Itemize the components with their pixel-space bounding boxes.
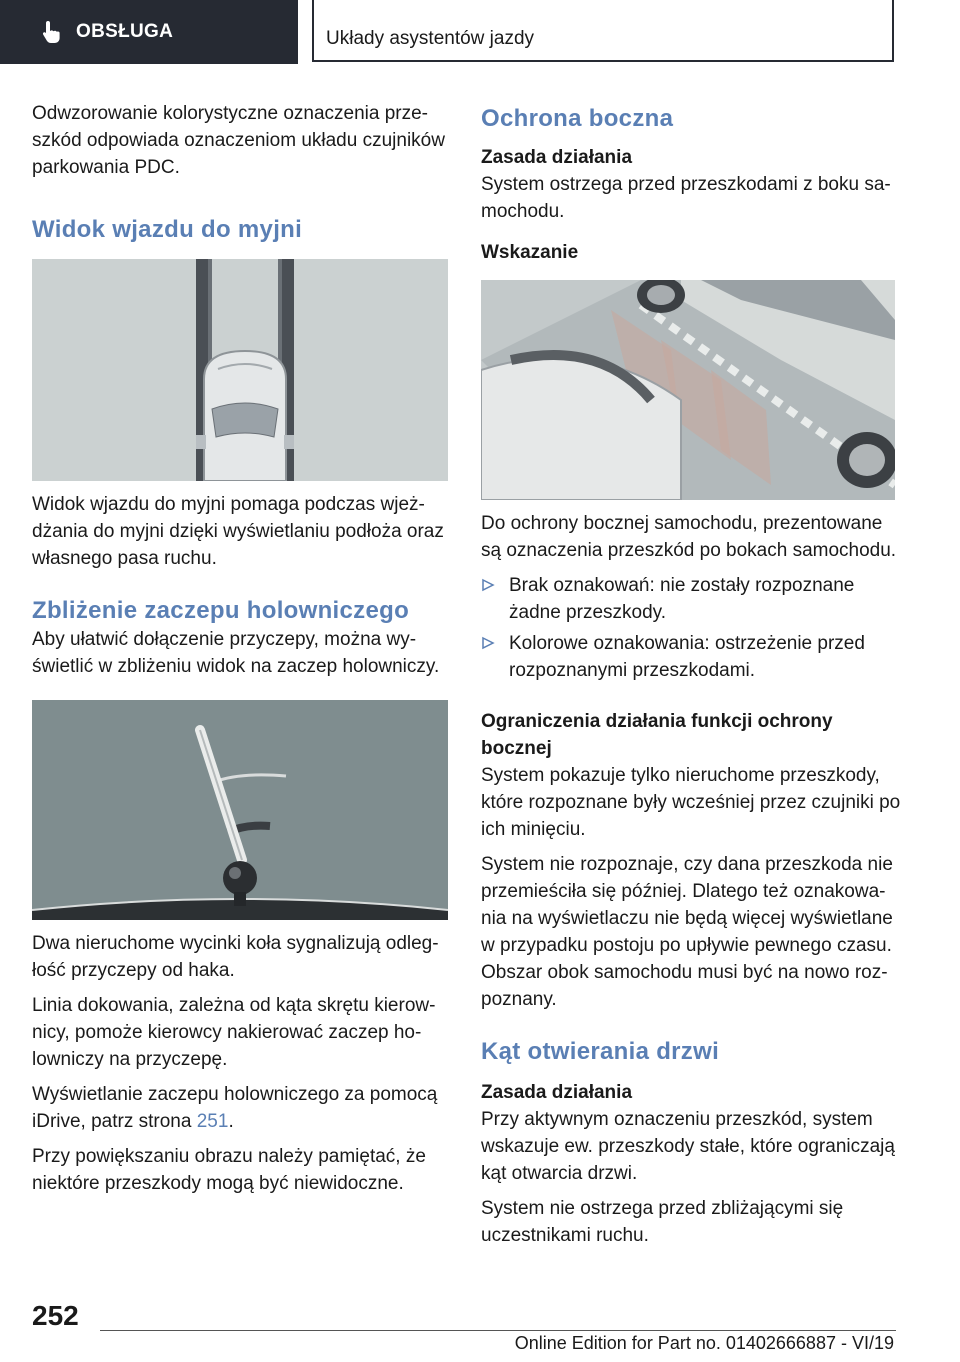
carwash-heading: Widok wjazdu do myjni	[32, 216, 303, 243]
principle-label: Zasada działania	[481, 147, 633, 168]
right-column	[481, 100, 901, 1249]
limits-paragraph-1: System pokazuje tylko nieruchome przeszkody, które rozpoznane były wcześniej przez czujniki po ich minięciu.	[481, 765, 901, 840]
side-protection-heading: Ochrona boczna	[481, 105, 674, 132]
section-label: OBSŁUGA	[76, 21, 174, 42]
hitch-paragraph-3-end: .	[228, 1111, 234, 1132]
door-paragraph-1: Przy aktywnym oznaczeniu przeszkód, system wskazuje ew. przeszkody stałe, które ograniczają kąt otwarcia drzwi.	[481, 1109, 895, 1184]
carwash-view-image	[32, 259, 448, 481]
door-principle-label: Zasada działania	[481, 1082, 633, 1103]
edition-footer: Online Edition for Part no. 01402666887 - VI/19	[514, 1333, 894, 1353]
hitch-paragraph-3-text: Wyświetlanie zaczepu holowniczego za pomocą iDrive, patrz strona	[32, 1084, 438, 1132]
hitch-paragraph-2: Linia dokowania, zależna od kąta skrętu kierow-nicy, pomoże kierowcy nakierować zaczep ho-lowniczy na przyczepę.	[32, 995, 436, 1070]
indication-list	[481, 572, 901, 684]
door-angle-heading: Kąt otwierania drzwi	[481, 1038, 720, 1065]
hand-pointer-icon	[38, 18, 66, 46]
hitch-paragraph-1: Dwa nieruchome wycinki koła sygnalizują odleg-łość przyczepy od haka.	[32, 933, 439, 981]
triangle-bullet-icon	[481, 636, 495, 650]
list-item	[481, 572, 901, 626]
limits-paragraph-2: System nie rozpoznaje, czy dana przeszkoda nie przemieściła się później. Dlatego też oznakowa-nia na wyświetlaczu nie będą więcej wyświetlane w przypadku postoju po upływie pewnego czasu. Obszar obok samochodu musi być na nowo roz-poznany.	[481, 854, 893, 1010]
footer-divider	[100, 1330, 896, 1331]
left-column	[32, 100, 452, 1197]
chapter-title-box	[312, 0, 894, 62]
list-item-text: Brak oznakowań: nie zostały rozpoznane żadne przeszkody.	[509, 575, 855, 623]
list-item	[481, 630, 901, 684]
side-protection-image	[481, 280, 895, 500]
principle-paragraph: System ostrzega przed przeszkodami z boku sa-mochodu.	[481, 174, 891, 222]
indication-paragraph: Do ochrony bocznej samochodu, prezentowane są oznaczenia przeszkód po bokach samochodu.	[481, 513, 897, 561]
hitch-intro-paragraph: Aby ułatwić dołączenie przyczepy, można wy-świetlić w zbliżeniu widok na zaczep holowniczy.	[32, 629, 440, 677]
chapter-title: Układy asystentów jazdy	[326, 28, 535, 49]
list-item-text: Kolorowe oznakowania: ostrzeżenie przed rozpoznanymi przeszkodami.	[509, 633, 865, 681]
limits-label: Ograniczenia działania funkcji ochrony bocznej	[481, 711, 833, 759]
indication-label: Wskazanie	[481, 242, 579, 263]
carwash-paragraph: Widok wjazdu do myjni pomaga podczas wjeż-dżania do myjni dzięki wyświetlaniu podłoża oraz własnego pasa ruchu.	[32, 494, 444, 569]
intro-paragraph: Odwzorowanie kolorystyczne oznaczenia prze-szkód odpowiada oznaczeniom układu czujników parkowania PDC.	[32, 103, 445, 178]
hitch-paragraph-3	[32, 1081, 452, 1135]
trailer-hitch-image	[32, 700, 448, 920]
hitch-paragraph-4: Przy powiększaniu obrazu należy pamiętać, że niektóre przeszkody mogą być niewidoczne.	[32, 1146, 426, 1194]
section-tab	[0, 0, 298, 64]
triangle-bullet-icon	[481, 578, 495, 592]
door-paragraph-2: System nie ostrzega przed zbliżającymi się uczestnikami ruchu.	[481, 1198, 844, 1246]
page-link-251[interactable]: 251	[196, 1111, 229, 1132]
page-number: 252	[32, 1300, 79, 1331]
hitch-heading: Zbliżenie zaczepu holowniczego	[32, 597, 410, 624]
